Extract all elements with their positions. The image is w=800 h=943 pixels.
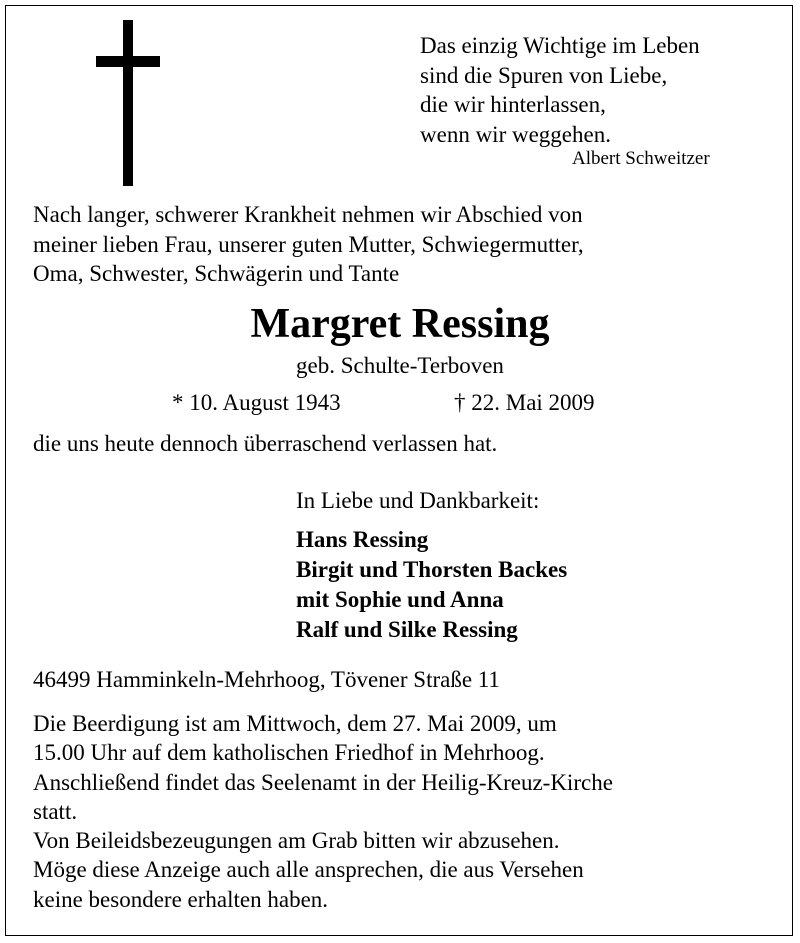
intro-line: Oma, Schwester, Schwägerin und Tante xyxy=(33,261,400,286)
intro-text xyxy=(33,200,584,289)
death-date: † 22. Mai 2009 xyxy=(454,390,595,415)
thanks-text: In Liebe und Dankbarkeit: xyxy=(296,488,540,513)
quote-line: die wir hinterlassen, xyxy=(420,92,606,117)
address: 46499 Hamminkeln-Mehrhoog, Tövener Straße 11 xyxy=(33,667,500,692)
mourners-list xyxy=(296,525,567,645)
intro-line: meiner lieben Frau, unserer guten Mutter, Schwiegermutter, xyxy=(33,231,584,257)
quote xyxy=(420,31,700,149)
mourner-item: Hans Ressing xyxy=(296,527,429,552)
cross-icon-horizontal-bar xyxy=(96,56,160,67)
mourner-item: Ralf und Silke Ressing xyxy=(296,617,518,642)
funeral-line: Von Beileidsbezeugungen am Grab bitten wir abzusehen. xyxy=(33,828,560,854)
deceased-birth-name: geb. Schulte-Terboven xyxy=(296,353,504,378)
funeral-line: Anschließend findet das Seelenamt in der Heilig-Kreuz-Kirche xyxy=(33,769,613,795)
mourner-item: mit Sophie und Anna xyxy=(296,587,504,612)
birth-date: * 10. August 1943 xyxy=(172,390,341,415)
quote-line: wenn wir weggehen. xyxy=(420,121,611,147)
funeral-line: Die Beerdigung ist am Mittwoch, dem 27. Mai 2009, um xyxy=(33,711,557,736)
quote-line: sind die Spuren von Liebe, xyxy=(420,62,668,88)
deceased-name: Margret Ressing xyxy=(250,301,550,347)
mourner-item: Birgit und Thorsten Backes xyxy=(296,557,568,582)
funeral-details xyxy=(33,709,613,914)
funeral-line: Möge diese Anzeige auch alle ansprechen, die aus Versehen xyxy=(33,857,584,883)
funeral-line: statt. xyxy=(33,798,78,824)
funeral-line: 15.00 Uhr auf dem katholischen Friedhof in Mehrhoog. xyxy=(33,740,545,766)
quote-line: Das einzig Wichtige im Leben xyxy=(420,33,700,58)
passed-text: die uns heute dennoch überraschend verlassen hat. xyxy=(33,431,498,456)
intro-line: Nach langer, schwerer Krankheit nehmen wir Abschied von xyxy=(33,202,583,227)
funeral-line: keine besondere erhalten haben. xyxy=(33,886,329,912)
cross-icon-vertical-bar xyxy=(123,20,133,186)
quote-author: Albert Schweitzer xyxy=(572,148,710,169)
